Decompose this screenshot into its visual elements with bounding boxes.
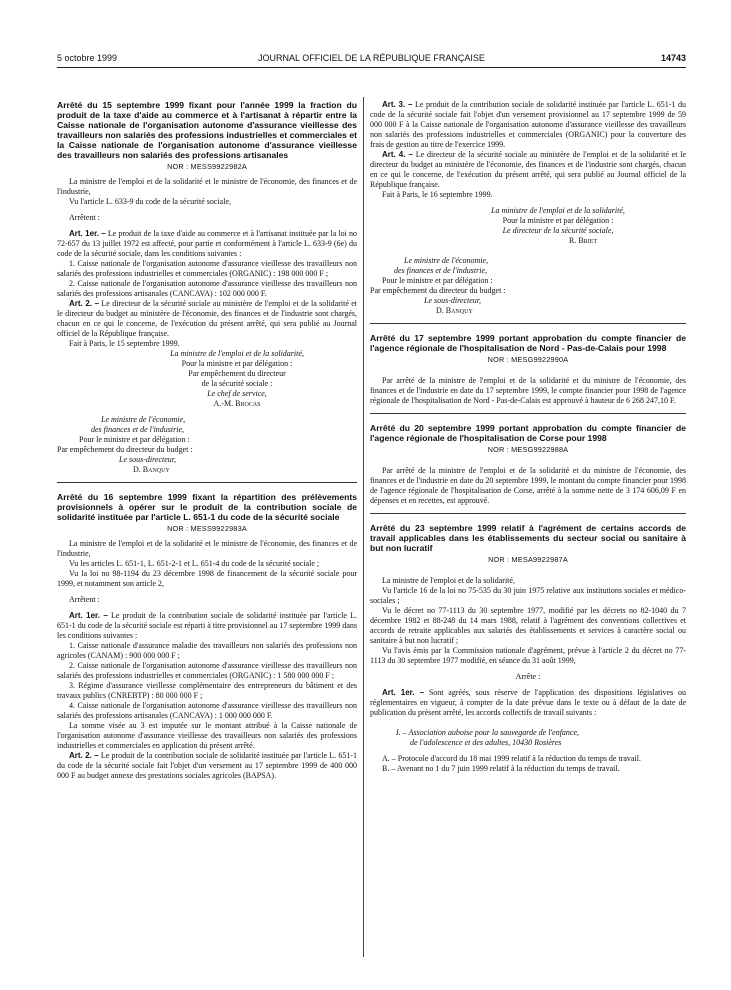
signature-line: Le ministre de l'économie, — [404, 256, 489, 265]
list-item: 1. Caisse nationale de l'organisation autonome d'assurance vieillesse des travailleurs non salariés des professions industrielles et commerciales (ORGANIC) : 198 000 000 F ; — [57, 259, 357, 278]
article-text: Le produit de la contribution sociale de solidarité instituée par l'article L. 651-1 du code de la sécurité sociale est réparti à titre provisionnel au 17 septembre 1999 dans les conditions suivantes : — [57, 611, 357, 640]
signature-line: Par empêchement du directeur — [188, 369, 286, 378]
signature-line: Le chef de service, — [207, 389, 267, 398]
signature-line: Pour le ministre et par délégation : — [79, 435, 190, 444]
nor-reference: NOR : MESS9922983A — [167, 524, 247, 533]
header-page-number: 14743 — [660, 53, 686, 63]
done-at: Fait à Paris, le 15 septembre 1999. — [69, 339, 180, 348]
signature-line: des finances et de l'industrie, — [91, 425, 185, 434]
column-separator — [363, 97, 364, 957]
article-text: Le produit de la contribution sociale de solidarité instituée par l'article L. 651-1 du code de la sécurité sociale fait l'objet d'un versement au 17 septembre 1999 de 400 000 000 F au budget annexe des prestations sociales agricoles (BAPSA). — [57, 751, 358, 780]
header-rule — [57, 67, 686, 68]
nor-reference: NOR : MESG9922988A — [487, 445, 569, 454]
section-heading: I. – Association auboise pour la sauvegarde de l'enfance, — [396, 728, 580, 737]
article-label: Art. 4. – — [382, 150, 413, 159]
paragraph: La ministre de l'emploi et de la solidarité, — [382, 576, 515, 585]
signature-line: Le ministre de l'économie, — [101, 415, 186, 424]
page-header — [57, 53, 686, 67]
list-item: 3. Régime d'assurance vieillesse complémentaire des entrepreneurs du bâtiment et des travaux publics (CNREBTP) : 80 000 000 F ; — [57, 681, 357, 700]
done-at: Fait à Paris, le 16 septembre 1999. — [382, 190, 493, 199]
article-label: Art. 2. – — [69, 299, 100, 308]
paragraph: La ministre de l'emploi et de la solidarité et le ministre de l'économie, des finances et de l'industrie, — [57, 177, 357, 196]
signature-line: La ministre de l'emploi et de la solidarité, — [491, 206, 625, 215]
signature-line: Par empêchement du directeur du budget : — [370, 286, 506, 295]
decree-title: Arrêté du 15 septembre 1999 fixant pour l'année 1999 la fraction du produit de la taxe d'aide au commerce et à l'artisanat à répartir entre la Caisse nationale de l'organisation autonome d'assurance vieillesse des travailleurs non salariés des professions industrielles et commerciales et la Caisse nationale de l'organisation autonome d'assurance vieillesse des travailleurs non salariés des professions artisanales — [57, 100, 357, 160]
header-journal-title: JOURNAL OFFICIEL DE LA RÉPUBLIQUE FRANÇAISE — [258, 53, 485, 63]
paragraph: Vu la loi no 98-1194 du 23 décembre 1998 de financement de la sécurité sociale pour 1999, et notamment son article 2, — [57, 569, 357, 588]
decree-title: Arrêté du 17 septembre 1999 portant approbation du compte financier de l'agence régionale de l'hospitalisation de Nord - Pas-de-Calais pour 1998 — [370, 333, 686, 353]
section-divider — [370, 323, 686, 324]
signature-line: La ministre de l'emploi et de la solidarité, — [170, 349, 304, 358]
signature-line: Pour la ministre et par délégation : — [502, 216, 614, 225]
decree-title: Arrêté du 16 septembre 1999 fixant la répartition des prélèvements provisionnels à opérer sur le produit de la contribution sociale de solidarité instituée par l'article L. 651-1 du code de la sécurité sociale — [57, 492, 357, 522]
arrete-label: Arrête : — [515, 672, 541, 681]
article-paragraph — [370, 688, 686, 718]
paragraph: Vu l'article 16 de la loi no 75-535 du 30 juin 1975 relative aux institutions sociales et médico-sociales ; — [370, 586, 686, 605]
nor-reference: NOR : MESS9922982A — [167, 162, 247, 171]
nor-reference: NOR : MESA9922987A — [488, 555, 568, 564]
signature-line: Le directeur de la sécurité sociale, — [502, 226, 614, 235]
arretent-label: Arrêtent : — [69, 213, 100, 222]
list-item: 2. Caisse nationale de l'organisation autonome d'assurance vieillesse des travailleurs non salariés des professions artisanales (CANCAVA) : 102 000 000 F. — [57, 279, 357, 298]
signature-line: des finances et de l'industrie, — [394, 266, 488, 275]
signature-line: Pour le ministre et par délégation : — [382, 276, 493, 285]
list-item: 1. Caisse nationale d'assurance maladie des travailleurs non salariés des professions non agricoles (CANAM) : 900 000 000 F ; — [57, 641, 357, 660]
article-label: Art. 3. – — [382, 100, 413, 109]
signature-line: Le sous-directeur, — [119, 455, 177, 464]
signature-line: Par empêchement du directeur du budget : — [57, 445, 193, 454]
article-label: Art. 1er. – — [69, 229, 106, 238]
signatory-name: R. Briet — [568, 236, 597, 245]
section-heading: de l'adolescence et des adultes, 10430 Rosières — [410, 738, 562, 747]
header-date: 5 octobre 1999 — [57, 53, 118, 63]
article-label: Art. 1er. – — [69, 611, 108, 620]
signature-line: Pour la ministre et par délégation : — [181, 359, 293, 368]
article-paragraph — [57, 751, 357, 781]
decree-title: Arrêté du 20 septembre 1999 portant approbation du compte financier de l'agence régionale de l'hospitalisation de Corse pour 1998 — [370, 423, 686, 443]
paragraph: Vu l'article L. 633-9 du code de la sécurité sociale, — [69, 197, 232, 206]
signature-line: Le sous-directeur, — [424, 296, 482, 305]
signature-line: de la sécurité sociale : — [201, 379, 273, 388]
paragraph: Vu l'avis émis par la Commission nationale d'agrément, prévue à l'article 2 du décret no 77-1113 du 30 septembre 1977 modifié, en séance du 31 août 1999, — [370, 646, 686, 665]
left-column — [57, 100, 357, 781]
decree-title: Arrêté du 23 septembre 1999 relatif à l'agrément de certains accords de travail applicables dans les établissements du secteur social ou sanitaire à but non lucratif — [370, 523, 686, 553]
article-paragraph — [57, 299, 357, 339]
paragraph: Par arrêté de la ministre de l'emploi et de la solidarité et du ministre de l'économie, des finances et de l'industrie en date du 17 septembre 1999, le compte financier pour 1998 de l'agence régionale de l'hospitalisation de Nord - Pas-de-Calais est approuvé à hauteur de 6 268 247,10 F. — [370, 376, 686, 405]
paragraph: Vu le décret no 77-1113 du 30 septembre 1977, modifié par les décrets no 82-1040 du 7 décembre 1982 et 88-248 du 14 mars 1988, relatif à l'agrément des conventions collectives et accords de retraite applicables aux salariés des établissements et services à caractère social ou sanitaire à but non lucratif ; — [370, 606, 686, 645]
signatory-name: D. Banquy — [133, 465, 170, 474]
signatory-name: D. Banquy — [436, 306, 473, 315]
section-divider — [370, 413, 686, 414]
right-column — [370, 100, 686, 774]
article-text: Le produit de la contribution sociale de solidarité instituée par l'article L. 651-1 du code de la sécurité sociale fait l'objet d'un versement provisionnel au 17 septembre 1999 de 59 000 000 F à la Caisse nationale de l'organisation autonome d'assurance vieillesse des travailleurs non salariés des professions industrielles et commerciales (ORGANIC) pour la couverture des frais de gestion au titre de l'exercice 1999. — [370, 100, 687, 149]
paragraph: Vu les articles L. 651-1, L. 651-2-1 et L. 651-4 du code de la sécurité sociale ; — [69, 559, 320, 568]
section-divider — [57, 482, 357, 483]
article-paragraph — [370, 100, 686, 150]
list-item: 2. Caisse nationale de l'organisation autonome d'assurance vieillesse des travailleurs non salariés des professions industrielles et commerciales (ORGANIC) : 1 580 000 000 F ; — [57, 661, 357, 680]
section-divider — [370, 513, 686, 514]
article-paragraph — [57, 611, 357, 641]
article-label: Art. 2. – — [69, 751, 99, 760]
article-text: Sont agréés, sous réserve de l'application des dispositions législatives ou réglementaires en vigueur, à compter de la date prévue dans le texte ou à défaut de la date de publication du présent arrêté, les accords collectifs de travail suivants : — [370, 688, 687, 717]
list-item: A. – Protocole d'accord du 18 mai 1999 relatif à la réduction du temps de travail. — [382, 754, 641, 763]
list-item: B. – Avenant no 1 du 7 juin 1999 relatif à la réduction du temps de travail. — [382, 764, 620, 773]
article-text: Le directeur de la sécurité sociale au ministère de l'emploi et de la solidarité et le directeur du budget au ministère de l'économie, des finances et de l'industrie sont chargés, chacun en ce qui le concerne, de l'exécution du présent arrêté, qui sera publié au Journal officiel de la République française. — [57, 299, 358, 338]
article-paragraph — [370, 150, 686, 190]
list-item: 4. Caisse nationale de l'organisation autonome d'assurance vieillesse des travailleurs non salariés des professions artisanales (CANCAVA) : 1 000 000 000 F. — [57, 701, 357, 720]
paragraph: La somme visée au 3 est imputée sur le montant attribué à la Caisse nationale de l'organisation autonome d'assurance vieillesse des travailleurs non salariés des professions industrielles et commerciales en application du présent arrêté. — [57, 721, 357, 750]
article-text: Le produit de la taxe d'aide au commerce et à l'artisanat instituée par la loi no 72-657 du 13 juillet 1972 est affecté, pour partie et conformément à l'article L. 633-9 (6e) du code de la sécurité sociale, dans les conditions suivantes : — [57, 229, 358, 258]
paragraph: La ministre de l'emploi et de la solidarité et le ministre de l'économie, des finances et de l'industrie, — [57, 539, 357, 558]
signatory-name: A.-M. Brocas — [213, 399, 261, 408]
article-paragraph — [57, 229, 357, 259]
article-text: Le directeur de la sécurité sociale au ministère de l'emploi et de la solidarité et le directeur du budget au ministère de l'économie, des finances et de l'industrie sont chargés, chacun en ce qui le concerne, de l'exécution du présent arrêté, qui sera publié au Journal officiel de la République française. — [370, 150, 686, 189]
arretent-label: Arrêtent : — [69, 595, 100, 604]
nor-reference: NOR : MESG9922990A — [487, 355, 569, 364]
article-label: Art. 1er. – — [382, 688, 425, 697]
paragraph: Par arrêté de la ministre de l'emploi et de la solidarité et du ministre de l'économie, des finances et de l'industrie en date du 20 septembre 1999, le montant du compte financier pour 1998 de l'agence régionale de l'hospitalisation de Corse, arrêté à la somme nette de 3 174 606,09 F en dépenses et en recettes, est approuvé. — [370, 466, 686, 505]
